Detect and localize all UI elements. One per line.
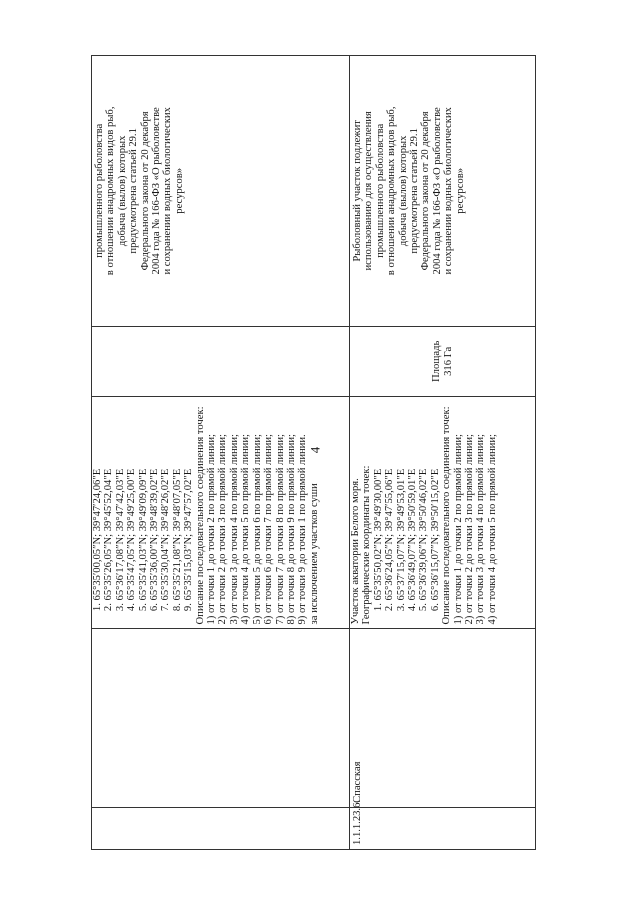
coordinate-item: 5. 65°36′39,06″N; 39°50′46,02″E xyxy=(418,401,429,601)
connection-item: 2) от точки 2 до точки 3 по прямой линии; xyxy=(464,434,476,625)
connection-item: 1) от точки 1 до точки 2 по прямой линии; xyxy=(206,434,218,625)
row2-area-text: Площадь 316 Га xyxy=(431,340,454,382)
row2-number: 1.1.1.23.6. xyxy=(350,807,536,849)
coordinate-item: 1. 65°35′00,05″N; 39°47′24,06″E xyxy=(92,401,103,601)
connection-item: 7) от точки 7 до точки 8 по прямой линии; xyxy=(274,434,286,625)
connection-item: 3) от точки 3 до точки 4 по прямой линии; xyxy=(475,434,487,625)
row1-connections-list xyxy=(206,401,309,625)
row2-area xyxy=(350,326,536,396)
row1-name xyxy=(92,629,350,807)
row2-intro: Участок акватории Белого моря. xyxy=(350,478,361,625)
fishing-areas-table-container xyxy=(91,55,536,850)
connection-item: 3) от точки 3 до точки 4 по прямой линии; xyxy=(228,434,240,625)
row2-coords-title: Географические координаты точек: xyxy=(361,465,373,625)
connection-item: 5) от точки 5 до точки 6 по прямой линии; xyxy=(251,434,263,625)
coordinate-item: 9. 65°35′15,03″N; 39°47′57,02″E xyxy=(183,401,194,601)
coordinate-item: 3. 65°37′15,07″N; 39°49′53,01″E xyxy=(396,401,407,601)
row2-description xyxy=(350,396,536,629)
row2-connections-list xyxy=(453,401,499,625)
fishing-areas-table xyxy=(91,55,536,850)
coordinate-item: 2. 65°36′24,05″N; 39°47′55,06″E xyxy=(384,401,395,601)
row2-purpose-text: Рыболовный участок подлежит использованию для осуществления промышленного рыболовства в отношении анадромных видов рыб, добыча (вылов) которых предусмотрена статьей 29.1 Федерального закона от 20 декабря 2004 года № 166-ФЗ «О рыболовстве и сохранении водных биологических ресурсов» xyxy=(352,106,466,276)
row2-coords-list xyxy=(373,401,441,625)
row1-number xyxy=(92,807,350,849)
coordinate-item: 1. 65°35′50,02″N; 39°49′30,00″E xyxy=(373,401,384,601)
connection-item: 8) от точки 8 до точки 9 по прямой линии; xyxy=(285,434,297,625)
page-number: 4 xyxy=(307,446,323,454)
row2-name: Спасская xyxy=(350,629,536,807)
connection-item: 6) от точки 6 до точки 7 по прямой линии; xyxy=(263,434,275,625)
coordinate-item: 3. 65°36′17,08″N; 39°47′42,03″E xyxy=(115,401,126,601)
row1-purpose-text: промышленного рыболовства в отношении анадромных видов рыб, добыча (вылов) которых предусмотрена статьей 29.1 Федерального закона от 20 декабря 2004 года № 166-ФЗ «О рыболовстве и сохранении водных биологических ресурсов» xyxy=(94,106,185,276)
coordinate-item: 6. 65°36′15,07″N; 39°50′15,02″E xyxy=(430,401,441,601)
coordinate-item: 8. 65°35′21,08″N; 39°48′07,05″E xyxy=(172,401,183,601)
coordinate-item: 4. 65°36′49,07″N; 39°50′59,01″E xyxy=(407,401,418,601)
row1-area xyxy=(92,326,350,396)
table-row xyxy=(350,56,536,850)
row1-connection-title: Описание последовательного соединения точек: xyxy=(194,406,206,625)
row2-connection-title: Описание последовательного соединения точек: xyxy=(441,406,453,625)
coordinate-item: 6. 65°35′36,00″N; 39°48′39,02″E xyxy=(149,401,160,601)
connection-item: 1) от точки 1 до точки 2 по прямой линии; xyxy=(452,434,464,625)
row1-coords-list xyxy=(92,401,195,625)
row1-description xyxy=(92,396,350,629)
connection-item: 9) от точки 9 до точки 1 по прямой линии. xyxy=(297,434,309,625)
connection-item: 4) от точки 4 до точки 5 по прямой линии; xyxy=(240,434,252,625)
row1-purpose xyxy=(92,56,350,327)
coordinate-item: 7. 65°35′30,04″N; 39°48′26,02″E xyxy=(160,401,171,601)
connection-item: 2) от точки 2 до точки 3 по прямой линии; xyxy=(217,434,229,625)
connection-item: 4) от точки 4 до точки 5 по прямой линии; xyxy=(486,434,498,625)
table-row xyxy=(92,56,350,850)
row2-purpose xyxy=(350,56,536,327)
row1-exclusion: за исключением участков суши xyxy=(308,483,320,625)
coordinate-item: 2. 65°35′26,05″N; 39°45′52,04″E xyxy=(103,401,114,601)
coordinate-item: 4. 65°35′47,05″N; 39°49′25,00″E xyxy=(126,401,137,601)
coordinate-item: 5. 65°35′41,03″N; 39°49′09,09″E xyxy=(138,401,149,601)
